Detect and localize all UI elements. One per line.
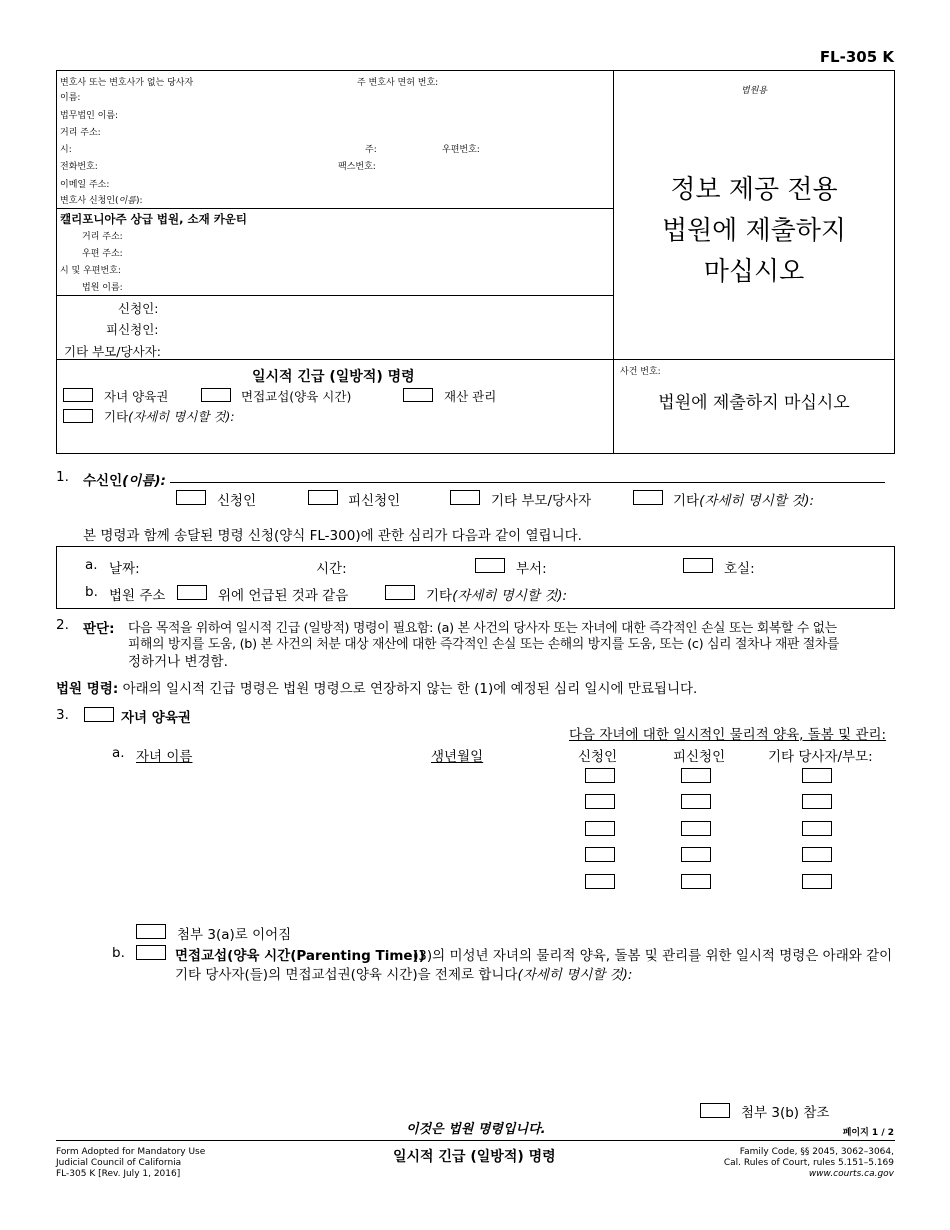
hearing-b: b. [85,584,98,600]
attach-3a-checkbox[interactable] [136,924,166,939]
row4-other-checkbox[interactable] [802,847,832,862]
row2-respondent-checkbox[interactable] [681,794,711,809]
state-label: 주: [365,145,377,155]
hearing-text: 본 명령과 함께 송달된 명령 신청(양식 FL-300)에 관한 심리가 다음과 같이 열립니다. [83,528,582,544]
phone-label: 전화번호: [60,162,98,172]
item2-label: 판단: [83,621,115,637]
custody-table-header: 다음 자녀에 대한 일시적인 물리적 양육, 돌봄 및 관리: [569,727,887,743]
attach-3a-label: 첨부 3(a)로 이어짐 [177,927,292,943]
visitation-label: 면접교섭(양육 시간) [241,389,352,404]
footer-left [56,1147,205,1180]
attorney-for-label: 변호사 신청인(이름): [60,196,143,206]
court-city-zip-label: 시 및 우편번호: [60,266,121,276]
row3-other-checkbox[interactable] [802,821,832,836]
item1-other-party-checkbox[interactable] [450,490,480,505]
firm-name-label: 법무법인 이름: [60,111,119,121]
footer-left-line3: FL-305 K [Rev. July 1, 2016] [56,1169,181,1179]
item1-respondent-checkbox[interactable] [308,490,338,505]
item1-number: 1. [56,469,69,485]
row1-respondent-checkbox[interactable] [681,768,711,783]
item2-number: 2. [56,617,69,633]
row3-respondent-checkbox[interactable] [681,821,711,836]
zip-label: 우편번호: [442,145,480,155]
row4-petitioner-checkbox[interactable] [585,847,615,862]
case-number-label: 사건 번호: [620,367,661,377]
bar-number-label: 주 변호사 면허 번호: [357,78,439,88]
hearing-date-label: 날짜: [109,561,140,577]
col-other-header: 기타 당사자/부모: [768,749,873,765]
other-address-checkbox[interactable] [385,585,415,600]
courts-website-link[interactable]: www.courts.ca.gov [808,1169,894,1179]
row3-petitioner-checkbox[interactable] [585,821,615,836]
page-number: 페이지 1 / 2 [842,1128,894,1138]
row4-respondent-checkbox[interactable] [681,847,711,862]
item2-line2: 피해의 방지를 도움, (b) 본 사건의 처분 대상 재산에 대한 즉각적인 손실 또는 손해의 방지를 도움, 또는 (c) 심리 절차나 재판 절차를 [128,637,840,652]
other-address-label: 기타(자세히 명시할 것): [426,588,568,604]
other-party-label: 기타 부모/당사자: [64,344,161,359]
item1-petitioner-checkbox[interactable] [176,490,206,505]
item3-b: b. [112,945,125,961]
custody-checkbox[interactable] [63,388,93,402]
row5-other-checkbox[interactable] [802,874,832,889]
row2-other-checkbox[interactable] [802,794,832,809]
city-label: 시: [60,145,72,155]
footer-left-line1: Form Adopted for Mandatory Use [56,1147,206,1157]
hearing-dept-label: 부서: [516,561,547,577]
attorney-name-label: 이름: [60,93,81,103]
court-use-label: 법원용 [741,86,768,96]
court-branch-label: 법원 이름: [82,283,123,293]
form-id: FL-305 K [819,48,894,66]
row1-petitioner-checkbox[interactable] [585,768,615,783]
court-street-label: 거리 주소: [82,232,123,242]
other-order-checkbox[interactable] [63,409,93,423]
footer-right [724,1147,894,1180]
dept-checkbox[interactable] [475,558,505,573]
court-use-line1: 정보 제공 전용 [670,175,838,205]
item3-number: 3. [56,707,69,723]
item1-other-checkbox[interactable] [633,490,663,505]
visitation-checkbox[interactable] [201,388,231,402]
visitation-3b-text2: 기타 당사자(들)의 면접교섭권(양육 시간)을 전제로 합니다(자세히 명시할 것): [175,967,633,983]
row5-petitioner-checkbox[interactable] [585,874,615,889]
court-use-notice [614,170,894,293]
child-name-header: 자녀 이름 [136,749,193,765]
row2-petitioner-checkbox[interactable] [585,794,615,809]
visitation-3b-checkbox[interactable] [136,945,166,960]
other-order-label: 기타(자세히 명시할 것): [104,409,235,424]
footer-right-line1: Family Code, §§ 2045, 3062–3064, [739,1147,894,1157]
col-respondent-header: 피신청인 [673,749,726,765]
same-address-label: 위에 언급된 것과 같음 [218,588,349,604]
form-title: 일시적 긴급 (일방적) 명령 [252,369,415,385]
court-use-line3: 마십시오 [703,257,805,287]
custody-label: 자녀 양육권 [104,389,169,404]
item1-other-label: 기타(자세히 명시할 것): [673,493,815,509]
court-mailing-label: 우편 주소: [82,249,123,259]
attach-3b-label: 첨부 3(b) 참조 [741,1105,830,1121]
footer-title: 일시적 긴급 (일방적) 명령 [393,1149,556,1165]
item1-petitioner-label: 신청인 [217,493,257,509]
court-order-notice: 이것은 법원 명령입니다. [406,1122,546,1137]
same-address-checkbox[interactable] [177,585,207,600]
petitioner-label: 신청인: [118,301,159,316]
respondent-label: 피신청인: [106,322,159,337]
court-order-statement: 법원 명령: 아래의 일시적 긴급 명령은 법원 명령으로 연장하지 않는 한 (1)에 예정된 심리 일시에 만료됩니다. [56,681,698,697]
attach-3b-checkbox[interactable] [700,1103,730,1118]
footer-left-line2: Judicial Council of California [56,1158,182,1168]
item2-line1: 다음 목적을 위하여 일시적 긴급 (일방적) 명령이 필요함: (a) 본 사건의 당사자 또는 자녀에 대한 즉각적인 손실 또는 회복할 수 없는 [128,621,837,636]
footer-right-line2: Cal. Rules of Court, rules 5.151–5.169 [723,1158,894,1168]
room-checkbox[interactable] [683,558,713,573]
item1-other-party-label: 기타 부모/당사자 [491,493,592,509]
fax-label: 팩스번호: [338,162,376,172]
row1-other-checkbox[interactable] [802,768,832,783]
item3-a: a. [112,745,125,761]
visitation-3b-label: 면접교섭(양육 시간(Parenting Time)) [175,948,425,964]
item3-label: 자녀 양육권 [121,710,191,726]
property-checkbox[interactable] [403,388,433,402]
court-use-line2: 법원에 제출하지 [661,216,847,246]
col-petitioner-header: 신청인 [578,749,618,765]
item1-respondent-label: 피신청인 [348,493,401,509]
visitation-3b-text1: (3)의 미성년 자녀의 물리적 양육, 돌봄 및 관리를 위한 일시적 명령은 아래와 같이 [413,948,893,964]
case-number-value: 법원에 제출하지 마십시오 [658,393,850,413]
street-address-label: 거리 주소: [60,128,101,138]
court-address-label: 법원 주소 [109,588,166,604]
birth-date-header: 생년월일 [431,749,484,765]
row5-respondent-checkbox[interactable] [681,874,711,889]
item1-label: 수신인(이름): [83,473,166,489]
item3-custody-checkbox[interactable] [84,707,114,722]
attorney-party-label: 변호사 또는 변호사가 없는 당사자 [60,78,194,88]
hearing-room-label: 호실: [724,561,755,577]
email-label: 이메일 주소: [60,180,110,190]
court-title: 캘리포니아주 상급 법원, 소재 카운티 [60,212,248,226]
hearing-a: a. [85,557,98,573]
property-label: 재산 관리 [444,389,497,404]
hearing-time-label: 시간: [316,561,347,577]
item2-line3: 정하거나 변경함. [128,654,228,670]
